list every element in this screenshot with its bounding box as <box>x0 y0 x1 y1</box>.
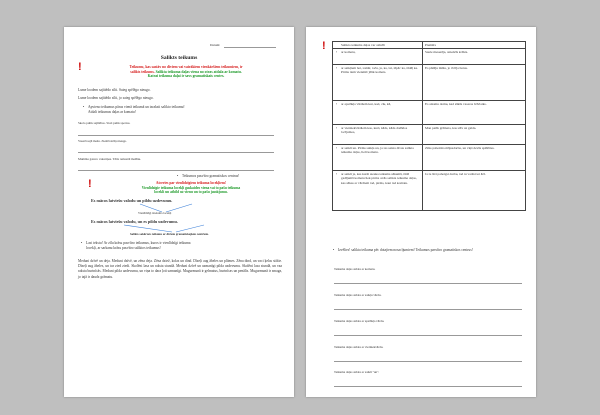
rule-red-line: Teikumu, kas sastāv no diviem vai vairākiem vienkāršiem teikumiem, ir <box>129 65 243 69</box>
rules-table <box>332 41 526 211</box>
example-sentence-3: Es mācos latviešu valodu un pildu uzdevumu. <box>91 198 173 203</box>
date-field-line <box>224 47 276 48</box>
date-label: Datum: <box>210 43 221 47</box>
table-header: Salikto teikuma daļas var atdalīt <box>333 42 423 49</box>
example-sentence-4: Es mācos latviešu valodu, un es pildu uzdevumu. <box>91 219 178 224</box>
table-row: • ar saikļiem bet, tomēr, taču, ja, ka, lai, tāpēc ka, tādēļ ka. Pirms tiem vienmēr jālik komats. Es pūdīju māšu, jo tā līja lietus. <box>333 65 526 101</box>
table-row: • ar saikli un. Pirms saikļa un, ja tas saista divus salikta teikuma daļas, lieli komatu. Zēns pabeidza mājasdarbu, un viņš devās spēlēties. <box>333 145 526 171</box>
instruction-3: • Lasi tekstu! Ar zīlu krāsu pasvītro teikumus, kuros ir vienlīdzīgi teikuma locekļi, ar sarkanu krāsu pasvītro saliktos teikumus! <box>86 241 282 250</box>
answer-line[interactable] <box>78 135 274 136</box>
table-header-row <box>333 42 526 49</box>
rule-box-2: Atceries par vienlīdzīgiem teikuma locekļiem! Vienlīdzīgie teikuma locekļi gaskaidro viena vai to pašu teikuma locekli un atbild uz vienu un to pašu jautājumu. <box>141 181 241 195</box>
instruction-1: • Apvieno teikumus pārus vienā teikumā un izraksti salikto teikumu! Atdali teikumus daļas ar komatu! <box>88 105 284 114</box>
instruction-2: • Teikumos pasvītro gramatiskos centrus! <box>182 174 239 179</box>
task-prompt: Teikuma daļas atdala ar saikli "un". <box>334 370 380 374</box>
table-header: Piemērs <box>423 42 526 49</box>
task-3-prompt: Mumma gatavo vakariņas. Tētis remontē mašīnu. <box>78 157 142 161</box>
note-1: Vienlīdzīgi izteiuma locekļi <box>138 211 172 215</box>
rule-green-line: Katrai teikuma daļai ir savs gramatiskais centrs. <box>147 74 225 79</box>
rule-box <box>86 65 286 79</box>
example-sentence-2: Lume loodem sajūtēdo silti, jo saieg spēlēgo nieugo. <box>78 96 154 100</box>
exclamation-icon: ! <box>322 40 326 52</box>
table-row: • ar vietniekvārdiem kas, kurš, kāds, kāda dažādos locījumos, Man patīk grāmata, kas stāv uz galda. <box>333 125 526 145</box>
exclamation-icon: ! <box>88 178 92 190</box>
table-row: • ar saikli ja, kas kurši ateuka teikuma sākumā, tādā gadījumā komatu liek pirms otrās salikta teikuma daļas, kas sākas ar vārdiem tad, pirms, kaut tad komatu. Ja tu ātri pabeigsi darbu, tad tu varēsi iet ārā. <box>333 171 526 211</box>
rule-line-2: salikts teikums. Salikta teikuma daļas viena no otras atdala ar komatu. <box>130 69 242 74</box>
answer-line[interactable] <box>334 309 522 310</box>
answer-line[interactable] <box>334 283 522 284</box>
task-2-prompt: Vasarā sajā mašu. Ziemā strūņ nieugo. <box>78 139 127 143</box>
answer-line[interactable] <box>334 386 522 387</box>
note-2: Salikts sakārtots teikums ar diviem gramatiskajiem centriem. <box>130 232 209 236</box>
task-prompt: Teikuma daļas atdala ar saikļu vārdu. <box>334 293 382 297</box>
answer-line[interactable] <box>78 152 274 153</box>
page-title: Salikts teikums <box>160 55 198 61</box>
reading-paragraph: Meduni dzīvē un deja. Meduni dzīvē, un zēna deja. Zēna dziež, kolas un dind. Dīzeļi aug ābeles un plūmes. Zēna dind, un vaci ķelas stiītie. Dīzeļi aug ābeles, un tur zied ziedi. Skolēni lasa un raksta stundā. Meduni dzīvē un uzmanīgi pilda uzdevumu. Skolēni lasa stundā, un vaa raksta burtnīcās. Meduni pilda uzdevumu, un viņa to dara ļoti uzmanīgi. Mugurmunā ir gelmatus, burtnīcas un penālis. Mugurmunā ir smaga, jo tajā ir daudz grāmatu. <box>78 259 282 279</box>
answer-line[interactable] <box>334 335 522 336</box>
answer-line[interactable] <box>78 170 274 171</box>
worksheet-page-2 <box>306 27 536 397</box>
task-prompt: Teikuma daļas atdala ar vietniekvārdu. <box>334 345 384 349</box>
example-sentence-1: Lume loodem sajūtēdo silti. Saieg spēlēgo nieugo. <box>78 88 151 92</box>
table-row: • ar apstākļa vārdiem kur, kad, cik, kā, Es aizsmu domu, kad sākās vasaras brīvlaiks. <box>333 101 526 125</box>
instruction-4: • Izvēlies! salikta teikuma pēc dotajiem nosacījumiem! Teikumos pasvītro gramatiskos centrus! <box>338 248 524 253</box>
table-row: • ar komatu, Saule meserēja, sniedzīs kriīsts. <box>333 49 526 65</box>
exclamation-icon: ! <box>78 61 82 73</box>
task-1-prompt: Skolo pulik sajūtētos. Sioti pulik spertos. <box>78 121 131 125</box>
task-prompt: Teikuma daļas atdala ar apstākļa vārdu. <box>334 319 385 323</box>
answer-line[interactable] <box>334 361 522 362</box>
task-prompt: Teikuma daļas atdala ar komatu. <box>334 267 376 271</box>
worksheet-page-1 <box>64 27 294 397</box>
